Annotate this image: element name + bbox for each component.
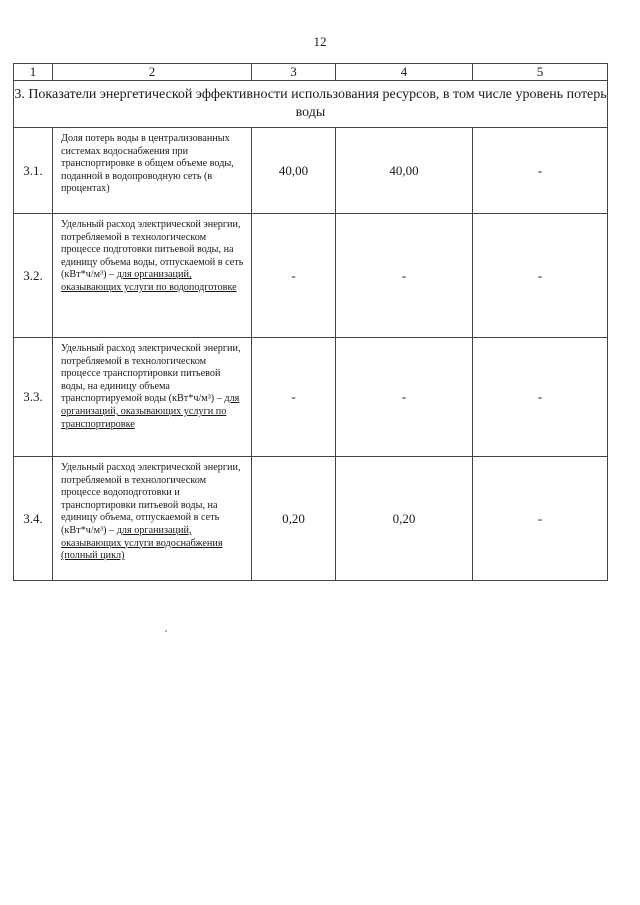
value-col3: - <box>252 214 336 338</box>
column-header-3: 3 <box>252 64 336 81</box>
row-description <box>53 128 252 214</box>
column-header-2: 2 <box>53 64 252 81</box>
column-header-5: 5 <box>473 64 608 81</box>
value-col3: 0,20 <box>252 457 336 581</box>
indicators-table <box>13 63 608 581</box>
row-description <box>53 457 252 581</box>
value-col5: - <box>473 338 608 457</box>
description-text: Удельный расход электрической энергии, потребляемой в технологическом процессе подготовки питьевой воды, на единицу объема воды, отпускаемой в сеть (кВт*ч/м³) – <box>61 219 244 281</box>
description-underlined: для организаций, оказывающих услуги по водоподготовке <box>61 269 237 293</box>
column-header-1: 1 <box>14 64 53 81</box>
table-row <box>14 457 608 581</box>
row-number: 3.1. <box>14 128 53 214</box>
value-col4: - <box>336 338 473 457</box>
row-description <box>53 214 252 338</box>
column-header-4: 4 <box>336 64 473 81</box>
section-header-row <box>14 81 608 128</box>
row-number: 3.4. <box>14 457 53 581</box>
row-number: 3.3. <box>14 338 53 457</box>
description-text: Удельный расход электрической энергии, потребляемой в технологическом процессе водоподготовки и транспортировки питьевой воды, на единицу объема, отпускаемой в сеть (кВт*ч/м³) – <box>61 462 241 536</box>
table-row <box>14 338 608 457</box>
row-number: 3.2. <box>14 214 53 338</box>
table-row <box>14 128 608 214</box>
value-col4: - <box>336 214 473 338</box>
row-description <box>53 338 252 457</box>
table-row <box>14 214 608 338</box>
value-col3: 40,00 <box>252 128 336 214</box>
section-title: 3. Показатели энергетической эффективности использования ресурсов, в том числе уровень потерь воды <box>14 81 608 128</box>
column-header-row <box>14 64 608 81</box>
value-col5: - <box>473 214 608 338</box>
description-text: Доля потерь воды в централизованных системах водоснабжения при транспортировке в общем объеме воды, поданной в водопроводную сеть (в процентах) <box>61 133 234 195</box>
value-col5: - <box>473 457 608 581</box>
description-underlined: для организаций, оказывающих услуги по транспортировке <box>61 393 240 430</box>
description-underlined: для организаций, оказывающих услуги водоснабжения (полный цикл) <box>61 524 223 562</box>
description-text: Удельный расход электрической энергии, потребляемой в технологическом процессе транспортировки питьевой воды, на единицу объема транспортируемой воды (кВт*ч/м³) – <box>61 343 241 405</box>
page-number: 12 <box>313 34 327 49</box>
value-col3: - <box>252 338 336 457</box>
value-col4: 0,20 <box>336 457 473 581</box>
scan-speck <box>165 630 167 632</box>
value-col5: - <box>473 128 608 214</box>
value-col4: 40,00 <box>336 128 473 214</box>
